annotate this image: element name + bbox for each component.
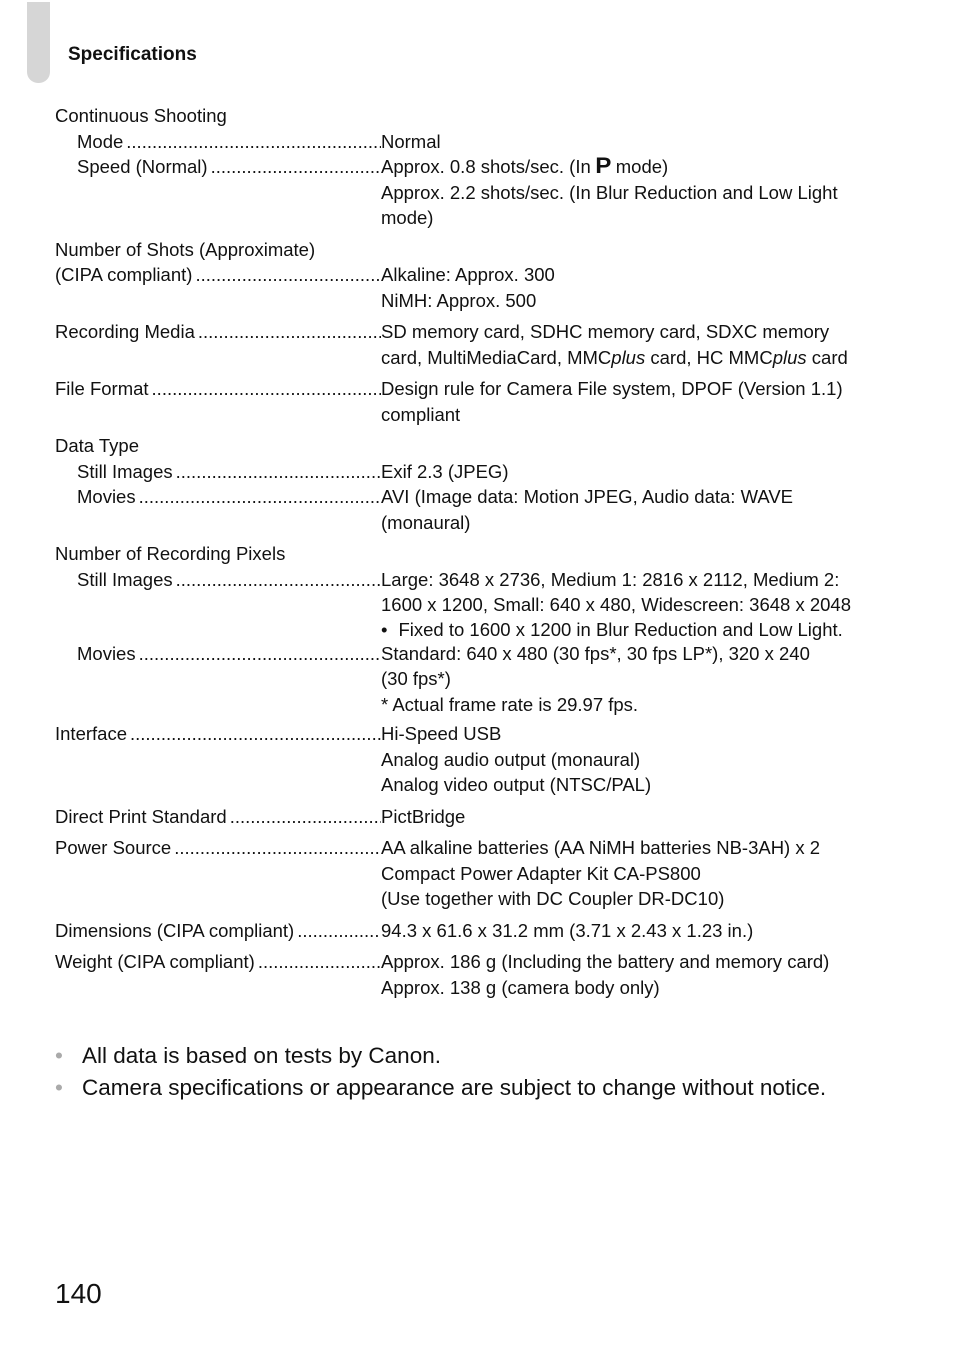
spec-value: NiMH: Approx. 500 bbox=[381, 289, 537, 311]
spec-label: (CIPA compliant) bbox=[55, 264, 193, 285]
spec-row-file-format bbox=[55, 376, 875, 427]
spec-note: • Fixed to 1600 x 1200 in Blur Reduction and Low Light. bbox=[381, 618, 875, 641]
spec-label: Mode bbox=[77, 130, 124, 152]
spec-row-still-images bbox=[55, 459, 875, 485]
note-item: • All data is based on tests by Canon. bbox=[55, 1040, 915, 1072]
bullet-icon: • bbox=[55, 1043, 63, 1068]
spec-value: card, MultiMediaCard, MMCplus card, HC MMCplus card bbox=[381, 346, 848, 368]
spec-row-pixels-movies bbox=[55, 641, 875, 718]
spec-row-mode bbox=[55, 129, 875, 155]
spec-value: Approx. 186 g (Including the battery and memory card) bbox=[381, 951, 830, 972]
spec-table bbox=[55, 103, 875, 1000]
spec-value: Design rule for Camera File system, DPOF (Version 1.1) bbox=[381, 378, 843, 399]
spec-label: Movies bbox=[77, 642, 136, 664]
spec-label: Still Images bbox=[77, 460, 173, 482]
note-item: • Camera specifications or appearance are subject to change without notice. bbox=[55, 1072, 915, 1104]
spec-label: Weight (CIPA compliant) bbox=[55, 951, 255, 972]
spec-value: Approx. 2.2 shots/sec. (In Blur Reduction and Low Light bbox=[381, 181, 838, 203]
spec-value: (monaural) bbox=[381, 511, 471, 533]
spec-label: Power Source bbox=[55, 837, 172, 858]
spec-note: * Actual frame rate is 29.97 fps. bbox=[381, 693, 639, 715]
spec-label: Interface bbox=[55, 723, 127, 744]
spec-row-direct-print bbox=[55, 804, 875, 830]
page-title: Specifications bbox=[68, 44, 197, 65]
spec-row-power-source bbox=[55, 835, 875, 912]
spec-value: Alkaline: Approx. 300 bbox=[381, 264, 555, 285]
page-number: 140 bbox=[55, 1278, 102, 1309]
spec-row-speed bbox=[55, 154, 875, 231]
spec-row-dimensions bbox=[55, 918, 875, 944]
spec-value: 94.3 x 61.6 x 31.2 mm (3.71 x 2.43 x 1.23 in.) bbox=[381, 919, 754, 941]
spec-value: AVI (Image data: Motion JPEG, Audio data: WAVE bbox=[381, 486, 793, 507]
spec-label: File Format bbox=[55, 378, 149, 399]
spec-row-movies bbox=[55, 484, 875, 535]
spec-value: Approx. 0.8 shots/sec. (In P mode) bbox=[381, 153, 669, 178]
spec-value: Hi-Speed USB bbox=[381, 723, 502, 744]
notes-list bbox=[55, 1040, 915, 1104]
spec-row-weight bbox=[55, 949, 875, 1000]
spec-value: PictBridge bbox=[381, 805, 466, 827]
spec-value: Standard: 640 x 480 (30 fps*, 30 fps LP*), 320 x 240 bbox=[381, 642, 810, 664]
spec-heading-continuous-shooting: Continuous Shooting bbox=[55, 105, 227, 126]
spec-value: Analog audio output (monaural) bbox=[381, 748, 641, 770]
section-tab bbox=[27, 2, 50, 83]
spec-value: Analog video output (NTSC/PAL) bbox=[381, 774, 652, 795]
spec-label: Dimensions (CIPA compliant) bbox=[55, 919, 295, 941]
spec-value: mode) bbox=[381, 207, 434, 228]
spec-row-pixels-still bbox=[55, 567, 875, 641]
spec-value: Approx. 138 g (camera body only) bbox=[381, 976, 660, 998]
spec-heading-number-of-shots: Number of Shots (Approximate) bbox=[55, 238, 316, 260]
spec-label: Movies bbox=[77, 486, 136, 507]
spec-value: SD memory card, SDHC memory card, SDXC memory bbox=[381, 321, 830, 342]
spec-label: Direct Print Standard bbox=[55, 805, 227, 827]
spec-row-recording-media bbox=[55, 319, 875, 370]
spec-value: Exif 2.3 (JPEG) bbox=[381, 460, 509, 482]
bullet-icon: • bbox=[55, 1075, 63, 1100]
spec-value: Large: 3648 x 2736, Medium 1: 2816 x 2112, Medium 2: bbox=[381, 568, 840, 590]
spec-value: AA alkaline batteries (AA NiMH batteries NB-3AH) x 2 bbox=[381, 837, 821, 858]
program-mode-icon: P bbox=[595, 153, 612, 178]
spec-heading-recording-pixels: Number of Recording Pixels bbox=[55, 543, 286, 564]
spec-label: Still Images bbox=[77, 568, 173, 590]
spec-row-interface bbox=[55, 721, 875, 798]
spec-heading-data-type: Data Type bbox=[55, 435, 139, 456]
spec-value: (Use together with DC Coupler DR-DC10) bbox=[381, 888, 725, 909]
spec-value: compliant bbox=[381, 403, 461, 425]
spec-value: Compact Power Adapter Kit CA-PS800 bbox=[381, 862, 701, 884]
spec-value: (30 fps*) bbox=[381, 668, 451, 689]
spec-label: Recording Media bbox=[55, 321, 195, 342]
spec-label: Speed (Normal) bbox=[77, 156, 208, 177]
spec-row-cipa bbox=[55, 262, 875, 313]
spec-value: 1600 x 1200, Small: 640 x 480, Widescreen: 3648 x 2048 bbox=[381, 594, 851, 615]
spec-value: Normal bbox=[381, 130, 441, 152]
